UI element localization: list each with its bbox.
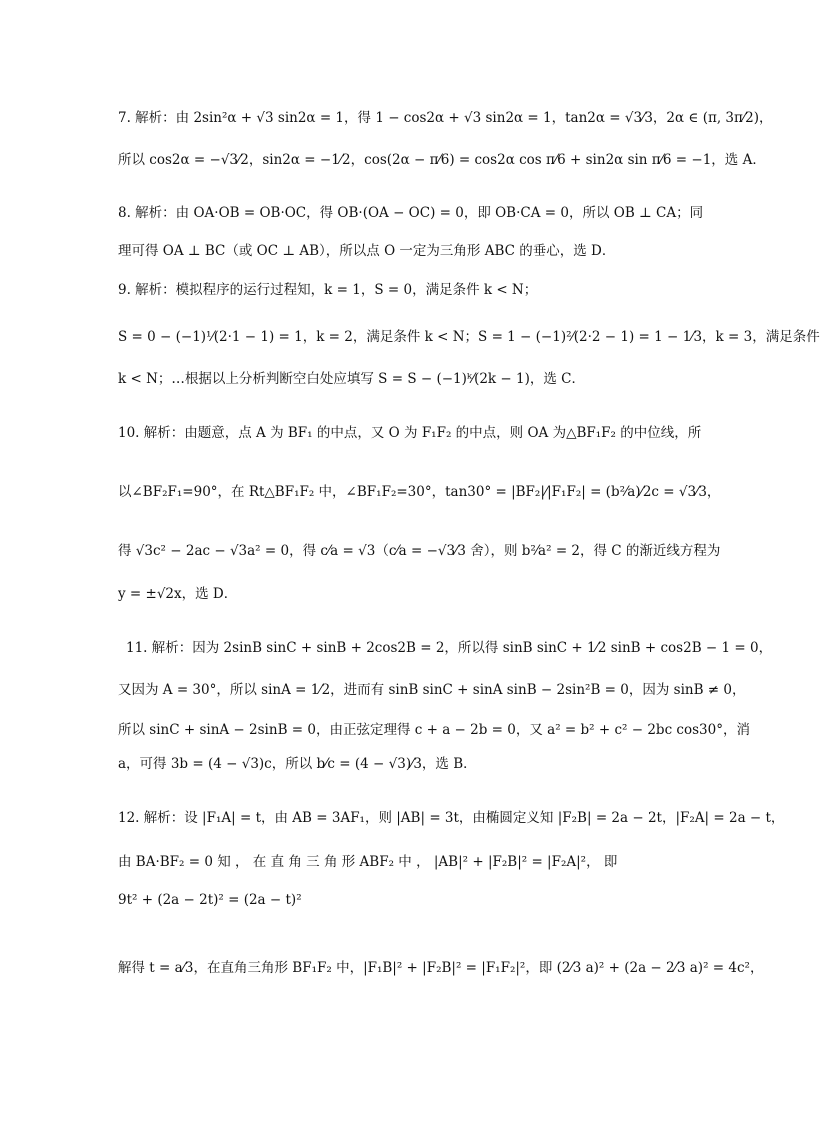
q9-line-1: 9. 解析：模拟程序的运行过程知，k = 1，S = 0，满足条件 k < N； bbox=[118, 282, 538, 298]
q12-line-4: 解得 t = a⁄3，在直角三角形 BF₁F₂ 中，|F₁B|² + |F₂B|² = |F₁F₂|²，即 (2⁄3 a)² + (2a − 2⁄3 a)² = 4c²， bbox=[118, 960, 764, 976]
q8-line-1: 8. 解析：由 OA·OB = OB·OC，得 OB·(OA − OC) = 0，即 OB·CA = 0，所以 OB ⊥ CA；同 bbox=[118, 205, 704, 221]
q11-line-4: a，可得 3b = (4 − √3)c，所以 b⁄c = (4 − √3)⁄3，选 B． bbox=[118, 756, 477, 772]
q7-line-1: 7. 解析：由 2sin²α + √3 sin2α = 1，得 1 − cos2α + √3 sin2α = 1，tan2α = √3⁄3，2α ∈ (π, 3π⁄2)， bbox=[118, 110, 773, 126]
q9-line-2: S = 0 − (−1)¹⁄(2·1 − 1) = 1，k = 2，满足条件 k < N；S = 1 − (−1)²⁄(2·2 − 1) = 1 − 1⁄3，k = 3，满足条件 bbox=[118, 329, 820, 345]
q8-line-2: 理可得 OA ⊥ BC（或 OC ⊥ AB），所以点 O 一定为三角形 ABC 的垂心，选 D． bbox=[118, 243, 616, 259]
q11-line-2: 又因为 A = 30°，所以 sinA = 1⁄2，进而有 sinB sinC + sinA sinB − 2sin²B = 0，因为 sinB ≠ 0， bbox=[118, 682, 746, 698]
q7-line-2: 所以 cos2α = −√3⁄2，sin2α = −1⁄2，cos(2α − π⁄6) = cos2α cos π⁄6 + sin2α sin π⁄6 = −1，选 A． bbox=[118, 152, 766, 168]
q12-line-1: 12. 解析：设 |F₁A| = t，由 AB = 3AF₁，则 |AB| = 3t，由椭圆定义知 |F₂B| = 2a − 2t，|F₂A| = 2a − t， bbox=[118, 810, 785, 826]
q12-line-3: 9t² + (2a − 2t)² = (2a − t)² bbox=[118, 892, 302, 908]
q10-line-4: y = ±√2x，选 D． bbox=[118, 586, 238, 602]
q9-line-3: k < N；…根据以上分析判断空白处应填写 S = S − (−1)ᵏ⁄(2k − 1)，选 C． bbox=[118, 371, 585, 387]
q11-line-1: 11. 解析：因为 2sinB sinC + sinB + 2cos2B = 2，所以得 sinB sinC + 1⁄2 sinB + cos2B − 1 = 0， bbox=[126, 640, 773, 656]
q12-line-2: 由 BA·BF₂ = 0 知 ， 在 直 角 三 角 形 ABF₂ 中 ， |AB|² + |F₂B|² = |F₂A|²， 即 bbox=[118, 854, 618, 870]
q11-line-3: 所以 sinC + sinA − 2sinB = 0，由正弦定理得 c + a − 2b = 0，又 a² = b² + c² − 2bc cos30°，消 bbox=[118, 722, 750, 738]
q10-line-3: 得 √3c² − 2ac − √3a² = 0，得 c⁄a = √3（c⁄a = −√3⁄3 舍），则 b²⁄a² = 2，得 C 的渐近线方程为 bbox=[118, 543, 721, 559]
q10-line-2: 以∠BF₂F₁=90°，在 Rt△BF₁F₂ 中，∠BF₁F₂=30°，tan30° = |BF₂|⁄|F₁F₂| = (b²⁄a)⁄2c = √3⁄3， bbox=[118, 484, 721, 500]
q10-line-1: 10. 解析：由题意，点 A 为 BF₁ 的中点，又 O 为 F₁F₂ 的中点，则 OA 为△BF₁F₂ 的中位线，所 bbox=[118, 425, 702, 441]
